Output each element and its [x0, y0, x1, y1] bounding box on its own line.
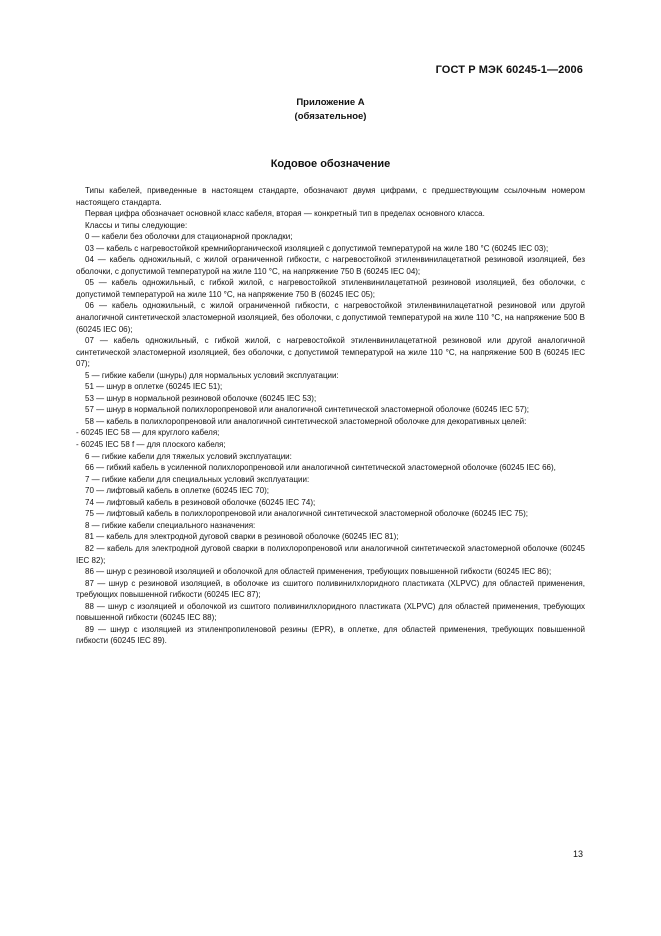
paragraph: Первая цифра обозначает основной класс кабеля, вторая — конкретный тип в пределах основного класса.	[85, 209, 485, 219]
list-item: 51 — шнур в оплетке (60245 IEC 51);	[85, 382, 223, 392]
annex-heading	[0, 96, 661, 124]
paragraph: Типы кабелей, приведенные в настоящем стандарте, обозначают двумя цифрами, с предшествующим ссылочным номером настоящего стандарта.	[76, 186, 585, 207]
list-item: 89 — шнур с изоляцией из этиленпропиленовой резины (EPR), в оплетке, для областей применения, требующих повышенной гибкости (60245 IEC 89).	[76, 624, 585, 646]
list-item: 75 — лифтовый кабель в полихлоропреновой или аналогичной синтетической эластомерной оболочке (60245 IEC 75);	[85, 509, 529, 519]
document-header: ГОСТ Р МЭК 60245-1—2006	[435, 64, 583, 76]
list-item: 0 — кабели без оболочки для стационарной прокладки;	[85, 232, 293, 242]
list-item: 87 — шнур с резиновой изоляцией, в оболочке из сшитого поливинилхлоридного пластиката (XLPVC) для областей применения, требующих повышенной гибкости (60245 IEC 87);	[76, 578, 585, 600]
list-item: 58 — кабель в полихлоропреновой или аналогичной синтетической эластомерной оболочке для декоративных целей:	[85, 416, 527, 426]
list-item: 7 — гибкие кабели для специальных условий эксплуатации:	[85, 474, 310, 484]
list-item: 07 — кабель одножильный, с гибкой жилой, с нагревостойкой этиленвинилацетатной резиновой или другой аналогичной синтетической эластомерной изоляцией, без оболочки, с допустимой температурой на жиле 110 °С, на напряжение 500 В (60245 IEC 07);	[76, 336, 585, 369]
list-item: - 60245 IEC 58 f — для плоского кабеля;	[76, 440, 226, 450]
list-item: 8 — гибкие кабели специального назначения:	[85, 520, 256, 530]
list-item: 88 — шнур с изоляцией и оболочкой из сшитого поливинилхлоридного пластиката (XLPVC) для областей применения, требующих повышенной гибкости (60245 IEC 88);	[76, 601, 585, 623]
list-item: - 60245 IEC 58 — для круглого кабеля;	[76, 428, 220, 438]
document-body	[76, 185, 585, 647]
list-item: 82 — кабель для электродной дуговой сварки в полихлоропреновой или аналогичной синтетической эластомерной оболочке (60245 IEC 82);	[76, 543, 585, 565]
paragraph: Классы и типы следующие:	[85, 220, 188, 230]
list-item: 5 — гибкие кабели (шнуры) для нормальных условий эксплуатации:	[85, 370, 339, 380]
list-item: 05 — кабель одножильный, с гибкой жилой, с нагревостойкой этиленвинилацетатной резиновой изоляцией, без оболочки, с допустимой температурой на жиле 110 °С, на напряжение 750 В (60245 IEC 05);	[76, 278, 585, 299]
list-item: 66 — гибкий кабель в усиленной полихлоропреновой или аналогичной синтетической эластомерной оболочке (60245 IEC 66),	[85, 463, 556, 473]
section-title: Кодовое обозначение	[270, 158, 391, 170]
list-item: 74 — лифтовый кабель в резиновой оболочке (60245 IEC 74);	[85, 497, 316, 507]
annex-title: Приложение А	[296, 97, 365, 108]
list-item: 57 — шнур в нормальной полихлоропреновой или аналогичной синтетической эластомерной оболочке (60245 IEC 57);	[85, 405, 529, 415]
list-item: 53 — шнур в нормальной резиновой оболочке (60245 IEC 53);	[85, 393, 317, 403]
list-item: 03 — кабель с нагревостойкой кремнийорганической изоляцией с допустимой температурой на жиле 180 °С (60245 IEC 03);	[85, 243, 549, 253]
list-item: 70 — лифтовый кабель в оплетке (60245 IEC 70);	[85, 486, 269, 496]
list-item: 81 — кабель для электродной дуговой сварки в резиновой оболочке (60245 IEC 81);	[85, 532, 399, 542]
list-item: 86 — шнур с резиновой изоляцией и оболочкой для областей применения, требующих повышенной гибкости (60245 IEC 86);	[85, 567, 552, 577]
list-item: 04 — кабель одножильный, с жилой ограниченной гибкости, с нагревостойкой этиленвинилацетатной резиновой изоляцией, без оболочки, с допустимой температурой на жиле 110 °С, на напряжение 750 В (60245 IEC 04);	[76, 255, 585, 276]
annex-status: (обязательное)	[294, 111, 367, 122]
list-item: 06 — кабель одножильный, с жилой ограниченной гибкости, с нагревостойкой этиленвинилацетатной резиновой или другой аналогичной синтетической эластомерной изоляцией, без оболочки, с допустимой температурой на жиле 110 °С, на напряжение 500 В (60245 IEC 06);	[76, 301, 585, 334]
page-number: 13	[572, 849, 583, 859]
list-item: 6 — гибкие кабели для тяжелых условий эксплуатации:	[85, 451, 292, 461]
